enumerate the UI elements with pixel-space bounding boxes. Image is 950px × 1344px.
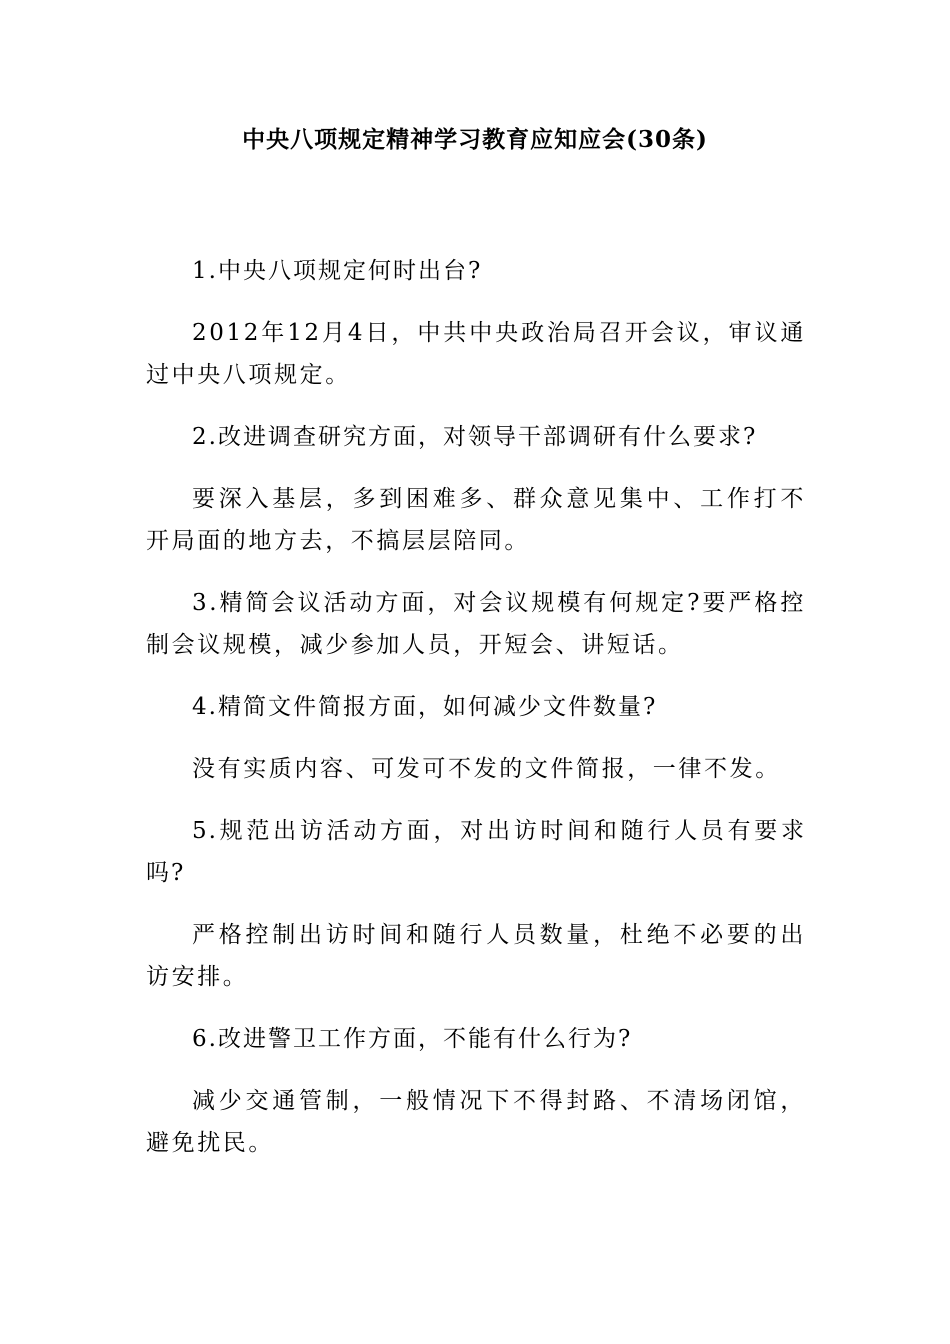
question-2: 2.改进调查研究方面，对领导干部调研有什么要求? (192, 424, 758, 450)
question-6: 6.改进警卫工作方面，不能有什么行为? (192, 1026, 633, 1052)
answer-6: 减少交通管制，一般情况下不得封路、不清场闭馆，避免扰民。 (146, 1088, 806, 1156)
answer-2: 要深入基层，多到困难多、群众意见集中、工作打不开局面的地方去，不搞层层陪同。 (146, 486, 806, 554)
question-1: 1.中央八项规定何时出台? (192, 258, 483, 284)
question-answer-3: 3.精简会议活动方面，对会议规模有何规定?要严格控制会议规模，减少参加人员，开短会、讲短话。 (146, 590, 806, 658)
question-4: 4.精简文件简报方面，如何减少文件数量? (192, 694, 658, 720)
question-5: 5.规范出访活动方面，对出访时间和随行人员有要求吗? (146, 818, 806, 886)
answer-1: 2012年12月4日，中共中央政治局召开会议，审议通过中央八项规定。 (146, 320, 806, 388)
document-body (146, 250, 806, 1184)
answer-5: 严格控制出访时间和随行人员数量，杜绝不必要的出访安排。 (146, 922, 806, 990)
document-title: 中央八项规定精神学习教育应知应会(30条) (242, 126, 708, 153)
answer-4: 没有实质内容、可发可不发的文件简报，一律不发。 (192, 756, 781, 782)
